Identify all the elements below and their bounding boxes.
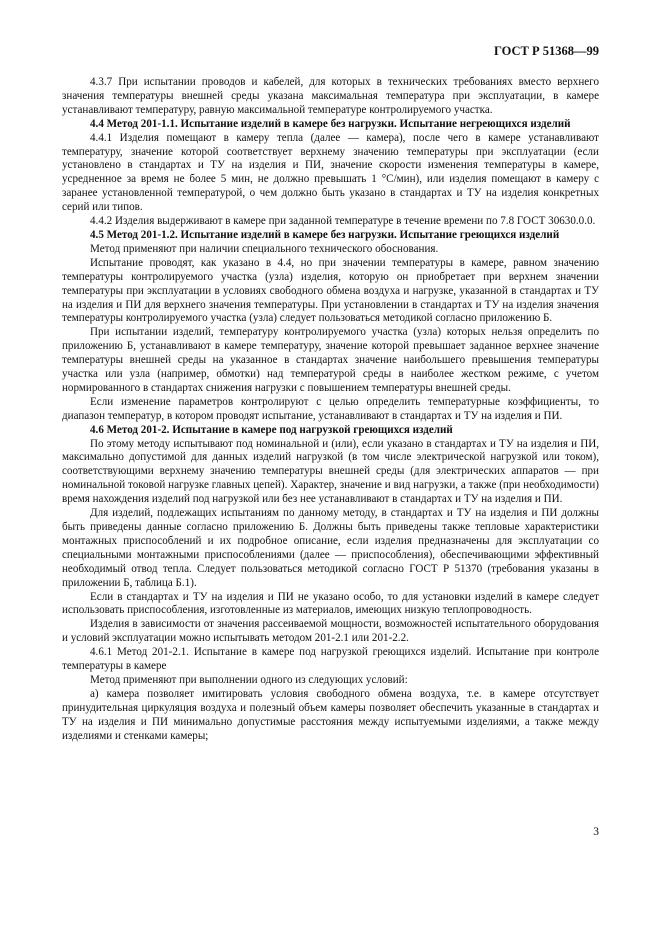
paragraph: Метод применяют при наличии специального технического обоснования. xyxy=(90,242,439,255)
page-number: 3 xyxy=(593,826,599,838)
paragraph-4-4-2: 4.4.2 Изделия выдерживают в камере при заданной температуре в течение времени по 7.8 ГОСТ 30630.0.0. xyxy=(90,215,596,228)
paragraph: При испытании изделий, температуру контролируемого участка (узла) которых нельзя определить по приложению Б, устанавливают в камере температуру, значение которой превышает заданное верхнее значение температуры внешней среды на указанное в стандартах значение наибольшего превышения температуры участка или узла (например, обмотки) над температурой среды в наиболее жестком режиме, с учетом нормированного в стандартах снижения нагрузки с повышением температуры внешней среды. xyxy=(62,326,599,394)
paragraph: Испытание проводят, как указано в 4.4, но при значении температуры в камере, равном значению температуры контролируемого участка (узла) изделия, которую он приобретает при верхнем значении температуры при эксплуатации в условиях свободного обмена воздуха и нагрузке, указанной в стандартах и ТУ на изделия и ПИ для верхнего значения температуры. При установлении в стандартах и ТУ на изделия значения температуры контролируемого участка (узла) следует пользоваться методикой согласно приложению Б. xyxy=(62,256,599,325)
paragraph: Изделия в зависимости от значения рассеиваемой мощности, возможностей испытательного оборудования и условий эксплуатации можно испытывать методом 201-2.1 или 201-2.2. xyxy=(62,618,599,645)
paragraph: Для изделий, подлежащих испытаниям по данному методу, в стандартах и ТУ на изделия и ПИ должны быть приведены данные согласно приложению Б. Должны быть приведены также тепловые характеристики монтажных приспособлений и их подробное описание, если изделия предназначены для эксплуатации со специальными монтажными приспособлениями (далее — приспособления), обеспечивающими эффективный необходимый отвод тепла. Следует пользоваться методикой согласно ГОСТ Р 51370 (требования указаны в приложении Б, таблица Б.1). xyxy=(62,507,599,589)
section-heading-4-5: 4.5 Метод 201-1.2. Испытание изделий в камере без нагрузки. Испытание греющихся изделий xyxy=(90,228,560,241)
paragraph: Метод применяют при выполнении одного из следующих условий: xyxy=(90,673,408,686)
paragraph-4-3-7: 4.3.7 При испытании проводов и кабелей, для которых в технических требованиях вместо верхнего значения температуры внешней среды указана максимальная температура при эксплуатации, в камере устанавливают температуру, равную максимальной температуре контролируемого участка. xyxy=(62,76,599,116)
paragraph: Если в стандартах и ТУ на изделия и ПИ не указано особо, то для установки изделий в камере следует использовать приспособления, изготовленные из материалов, имеющих низкую теплопроводность. xyxy=(62,590,599,617)
document-header: ГОСТ Р 51368—99 xyxy=(493,44,599,58)
paragraph-4-4-1: 4.4.1 Изделия помещают в камеру тепла (далее — камера), после чего в камере устанавливают температуру, значение которой соответствует верхнему значению температуры при эксплуатации (если установлено в стандартах и ТУ на изделия и ПИ, значение скорости изменения температуры в камере, усредненное за время не более 5 мин, не должно превышать 1 °С/мин), или изделия помещают в камеру с заранее установленной температурой, о чем должно быть указано в стандартах и ТУ на изделия конкретных серий или типов. xyxy=(62,131,599,214)
list-item-a: а) камера позволяет имитировать условия свободного обмена воздуха, т.е. в камере отсутствует принудительная циркуляция воздуха и полезный объем камеры позволяет обеспечить указанные в стандартах и ТУ на изделия и ПИ минимально допустимые расстояния между испытуемыми изделиями, а также между изделиями и стенками камеры; xyxy=(62,687,599,742)
document-body xyxy=(62,76,599,744)
paragraph: Если изменение параметров контролируют с целью определить температурные коэффициенты, то диапазон температур, в котором проводят испытание, устанавливают в стандартах и ТУ на изделия и ПИ. xyxy=(62,395,599,422)
paragraph-4-6-1: 4.6.1 Метод 201-2.1. Испытание в камере под нагрузкой греющихся изделий. Испытание при контроле температуры в камере xyxy=(62,646,599,673)
section-heading-4-4: 4.4 Метод 201-1.1. Испытание изделий в камере без нагрузки. Испытание негреющихся изделий xyxy=(90,117,571,130)
paragraph: По этому методу испытывают под номинальной и (или), если указано в стандартах и ТУ на изделия и ПИ, максимально допустимой для данных изделий нагрузкой (в том числе электрической нагрузкой или током), соответствующими верхнему значению температуры внешней среды (для электрических аппаратов — при номинальной токовой нагрузке главных цепей). Характер, значение и вид нагрузки, а также (при необходимости) время нахождения изделий под нагрузкой или без нее устанавливают в стандартах и ТУ на изделия и ПИ. xyxy=(62,437,599,506)
section-heading-4-6: 4.6 Метод 201-2. Испытание в камере под нагрузкой греющихся изделий xyxy=(90,423,453,436)
